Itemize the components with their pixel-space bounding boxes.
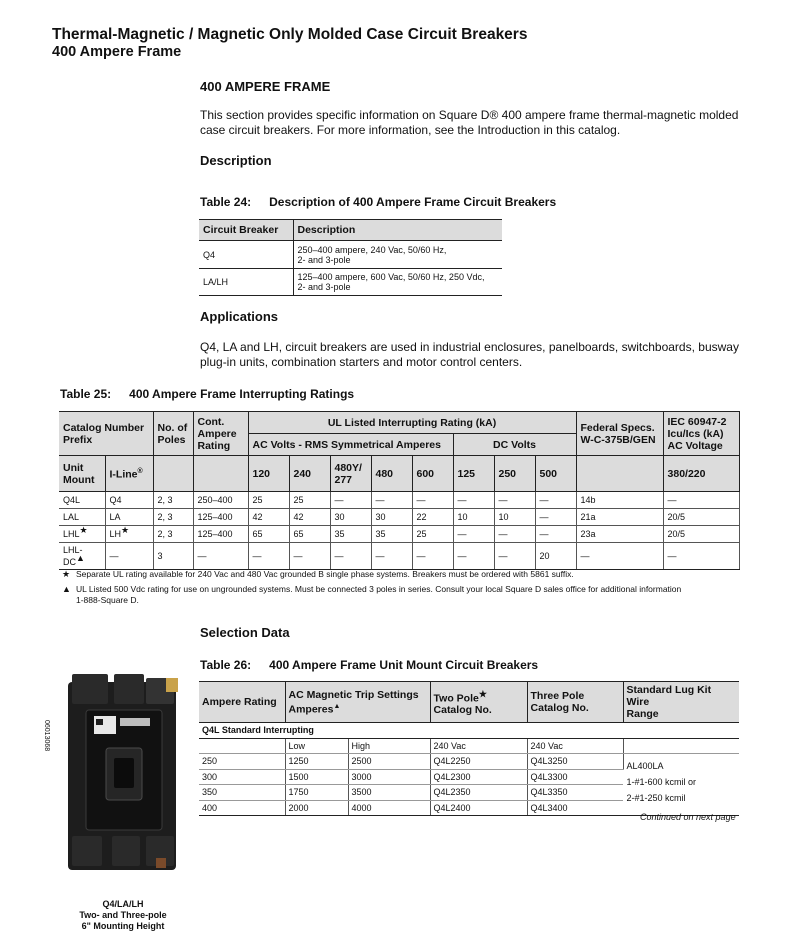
header-federal-specs: [576, 412, 663, 456]
sub-low: Low: [285, 738, 348, 754]
cell-text: LHL: [63, 529, 80, 539]
volt-header: 125: [453, 456, 494, 492]
cell-text: LA: [109, 512, 121, 522]
header-two-pole: [430, 682, 527, 723]
iec-cell: —: [663, 543, 739, 570]
header-dc-volts: DC Volts: [453, 434, 576, 456]
table-row: [59, 509, 739, 526]
volt-header: 240: [289, 456, 330, 492]
iline-cell: [105, 543, 153, 570]
rating-cell: —: [412, 492, 453, 509]
amps-cell: 250–400: [193, 492, 248, 509]
iec-cell: 20/5: [663, 526, 739, 543]
cell-text: Q4L: [63, 495, 81, 505]
header-iline: [105, 456, 153, 492]
description-heading: Description: [200, 153, 272, 168]
amps-cell: 125–400: [193, 526, 248, 543]
poles-cell: 2, 3: [153, 509, 193, 526]
logo-mark: [96, 719, 103, 725]
rating-cell: 20: [535, 543, 576, 570]
intro-line-2: case circuit breakers. For more information, see the Introduction in this catalog.: [200, 123, 621, 137]
cell-text: —: [109, 551, 119, 561]
three-pole-cell: Q4L3250: [527, 754, 623, 770]
photo-caption: [62, 899, 184, 932]
rating-cell: —: [289, 543, 330, 570]
description-line: 2- and 3-pole: [297, 254, 351, 265]
table24-label: Table 24:: [200, 195, 252, 209]
rating-cell: —: [494, 526, 535, 543]
unit-mount-cell: [59, 526, 105, 543]
header-lug-kit: [623, 682, 739, 723]
rating-cell: —: [330, 492, 371, 509]
rating-cell: 25: [248, 492, 289, 509]
header-ac-volts: AC Volts - RMS Symmetrical Amperes: [248, 434, 453, 456]
breaker-terminal: [72, 674, 108, 704]
applications-heading: Applications: [200, 309, 279, 324]
rating-cell: —: [494, 543, 535, 570]
header-line: Prefix: [63, 433, 93, 446]
triangle-icon: ▲: [62, 584, 71, 594]
description-line: 125–400 ampere, 600 Vac, 50/60 Hz, 250 Vdc,: [297, 272, 485, 282]
header-blank: [576, 456, 663, 492]
breaker-cell: LA/LH: [199, 269, 293, 296]
ampere-cell: 350: [199, 785, 285, 801]
rating-cell: 30: [330, 509, 371, 526]
description-line: 250–400 ampere, 240 Vac, 50/60 Hz,: [297, 244, 447, 255]
poles-cell: 2, 3: [153, 526, 193, 543]
lug-line: AL400LA: [626, 761, 664, 771]
unit-mount-cell: [59, 543, 105, 570]
table25-title: 400 Ampere Frame Interrupting Ratings: [129, 387, 355, 401]
trip-low-cell: 2000: [285, 800, 348, 816]
two-pole-cell: Q4L2350: [430, 785, 527, 801]
header-line: Unit: [63, 461, 84, 474]
rating-cell: —: [330, 543, 371, 570]
trip-low-cell: 1250: [285, 754, 348, 770]
footnote-text: 1-888-Square D.: [76, 595, 139, 605]
description-line: 2- and 3-pole: [297, 282, 351, 292]
table26: [199, 681, 739, 816]
sub-blank: [623, 738, 739, 754]
rating-cell: —: [371, 543, 412, 570]
breaker-terminal: [72, 836, 102, 866]
rating-cell: —: [494, 492, 535, 509]
breaker-nameplate: [120, 718, 150, 726]
sub-blank: [199, 738, 285, 754]
footnote-triangle: [62, 584, 742, 606]
header-trip-settings: [285, 682, 430, 723]
intro-paragraph: [200, 108, 745, 138]
rating-cell: 42: [248, 509, 289, 526]
breaker-terminal: [112, 836, 140, 866]
header-line: Poles: [157, 433, 186, 446]
table26-title: 400 Ampere Frame Unit Mount Circuit Breakers: [269, 658, 539, 672]
rating-cell: —: [371, 492, 412, 509]
description-cell: [293, 241, 502, 269]
table24-header-breaker: Circuit Breaker: [199, 220, 293, 241]
table24-title: Description of 400 Ampere Frame Circuit Breakers: [269, 195, 557, 209]
cell-text: LHL-DC: [63, 545, 83, 567]
volt-header: 480Y/ 277: [330, 456, 371, 492]
ampere-cell: 250: [199, 754, 285, 770]
breaker-terminal: [114, 674, 144, 704]
lug-line: 2-#1-250 kcmil: [626, 793, 686, 803]
two-pole-cell: Q4L2250: [430, 754, 527, 770]
rating-cell: —: [453, 492, 494, 509]
table-row: [199, 269, 502, 296]
star-icon: ★: [62, 569, 71, 579]
lug-line: 1-#1-600 kcmil or: [626, 777, 697, 787]
table24-header-description: Description: [293, 220, 502, 241]
table-row: [59, 526, 739, 543]
breaker-terminal-screw: [156, 858, 166, 868]
triangle-icon: ▲: [333, 702, 341, 710]
table-row: [199, 241, 502, 269]
amps-cell: 125–400: [193, 509, 248, 526]
rating-cell: 65: [248, 526, 289, 543]
header-line: Two Pole: [433, 692, 479, 705]
header-line: W-C-375B/GEN: [580, 433, 656, 446]
breaker-handle: [114, 758, 134, 788]
header-line: Range: [626, 708, 659, 720]
three-pole-cell: Q4L3300: [527, 769, 623, 785]
rating-cell: 42: [289, 509, 330, 526]
sub-three-volt: 240 Vac: [527, 738, 623, 754]
rating-cell: 30: [371, 509, 412, 526]
header-line: Three Pole: [530, 690, 585, 702]
trip-low-cell: 1500: [285, 769, 348, 785]
header-catalog-prefix: [59, 412, 153, 456]
header-poles: [153, 412, 193, 456]
intro-line-1: This section provides specific information on Square D® 400 ampere frame thermal-magnetic molded: [200, 108, 739, 122]
selection-heading: Selection Data: [200, 625, 290, 640]
table-row: [199, 754, 739, 770]
rating-cell: 10: [494, 509, 535, 526]
header-blank: [153, 456, 193, 492]
trip-low-cell: 1750: [285, 785, 348, 801]
table-row: [59, 543, 739, 570]
caption-line: Two- and Three-pole: [79, 910, 167, 920]
registered-mark: ®: [137, 468, 143, 476]
trip-high-cell: 2500: [348, 754, 430, 770]
poles-cell: 2, 3: [153, 492, 193, 509]
header-line: Standard Lug Kit Wire: [626, 684, 712, 708]
volt-header: 500: [535, 456, 576, 492]
breaker-image: [66, 672, 180, 872]
page-subtitle: 400 Ampere Frame: [52, 44, 182, 60]
header-line: Icu/Ics (kA): [667, 427, 724, 440]
applications-line-1: Q4, LA and LH, circuit breakers are used in industrial enclosures, panelboards, switchboards, busway: [200, 340, 739, 354]
unit-mount-cell: [59, 492, 105, 509]
federal-cell: 14b: [576, 492, 663, 509]
iec-volt-header: 380/220: [663, 456, 739, 492]
rating-cell: —: [453, 526, 494, 543]
iline-cell: [105, 492, 153, 509]
group-label: Q4L Standard Interrupting: [199, 723, 739, 739]
table24-caption: [200, 195, 556, 209]
rating-cell: 25: [289, 492, 330, 509]
footnote-text: Separate UL rating available for 240 Vac and 480 Vac grounded B single phase systems. Breakers must be ordered with 5861 suffix.: [76, 569, 574, 579]
table24: [199, 219, 502, 296]
trip-high-cell: 4000: [348, 800, 430, 816]
cell-text: LH: [109, 529, 122, 539]
sub-high: High: [348, 738, 430, 754]
breaker-label: [166, 678, 178, 692]
note-mark: ▲: [76, 553, 85, 563]
header-line: Ampere: [197, 427, 237, 440]
rating-cell: —: [535, 509, 576, 526]
header-line: AC Voltage: [667, 439, 723, 452]
rating-cell: —: [535, 526, 576, 543]
iline-cell: [105, 509, 153, 526]
header-line: Catalog No.: [530, 702, 589, 714]
table26-label: Table 26:: [200, 658, 252, 672]
table25-label: Table 25:: [60, 387, 112, 401]
rating-cell: —: [248, 543, 289, 570]
rating-cell: 65: [289, 526, 330, 543]
header-line: Catalog Number: [63, 421, 145, 434]
volt-header: 250: [494, 456, 535, 492]
header-line: No. of: [157, 421, 188, 434]
header-line: Cont.: [197, 415, 225, 428]
header-line: Catalog No.: [433, 704, 492, 717]
footnote-star: [62, 569, 574, 580]
ampere-cell: 400: [199, 800, 285, 816]
volt-header: 600: [412, 456, 453, 492]
continued-note: Continued on next page: [640, 812, 736, 822]
rating-cell: 10: [453, 509, 494, 526]
poles-cell: 3: [153, 543, 193, 570]
trip-high-cell: 3000: [348, 769, 430, 785]
header-three-pole: [527, 682, 623, 723]
header-ul-rating: UL Listed Interrupting Rating (kA): [248, 412, 576, 434]
applications-line-2: plug-in units, combination starters and motor control centers.: [200, 355, 523, 369]
table25: [59, 411, 740, 570]
rating-cell: 25: [412, 526, 453, 543]
table-row: [59, 492, 739, 509]
header-line: Amperes: [288, 703, 334, 716]
rating-cell: —: [412, 543, 453, 570]
breaker-cell: Q4: [199, 241, 293, 269]
section-heading: 400 AMPERE FRAME: [200, 79, 331, 94]
federal-cell: 23a: [576, 526, 663, 543]
header-line: I-Line: [109, 468, 138, 481]
rating-cell: 35: [330, 526, 371, 543]
applications-paragraph: [200, 340, 745, 370]
star-icon: ★: [478, 688, 487, 699]
table26-caption: [200, 658, 538, 672]
ampere-cell: 300: [199, 769, 285, 785]
header-line: Rating: [197, 439, 231, 452]
rating-cell: 22: [412, 509, 453, 526]
two-pole-cell: Q4L2300: [430, 769, 527, 785]
header-iec: [663, 412, 739, 456]
iline-cell: [105, 526, 153, 543]
note-mark: ★: [79, 525, 88, 535]
header-cont-rating: [193, 412, 248, 456]
cell-text: LAL: [63, 512, 80, 522]
page-title: Thermal-Magnetic / Magnetic Only Molded Case Circuit Breakers: [52, 26, 528, 43]
rating-cell: —: [535, 492, 576, 509]
header-line: Federal Specs.: [580, 421, 655, 434]
three-pole-cell: Q4L3350: [527, 785, 623, 801]
iec-cell: 20/5: [663, 509, 739, 526]
header-line: IEC 60947-2: [667, 415, 727, 428]
footnote-text: UL Listed 500 Vdc rating for use on ungrounded systems. Must be connected 3 poles in series. Consult your local Square D sales office for additional information: [76, 584, 682, 594]
note-mark: ★: [121, 525, 130, 535]
trip-high-cell: 3500: [348, 785, 430, 801]
volt-header: 120: [248, 456, 289, 492]
rating-cell: —: [453, 543, 494, 570]
header-unit-mount: [59, 456, 105, 492]
rating-cell: 35: [371, 526, 412, 543]
caption-line: Q4/LA/LH: [102, 899, 144, 909]
federal-cell: 21a: [576, 509, 663, 526]
three-pole-cell: Q4L3400: [527, 800, 623, 816]
header-line: Mount: [63, 473, 95, 486]
header-blank: [193, 456, 248, 492]
two-pole-cell: Q4L2400: [430, 800, 527, 816]
header-ampere-rating: Ampere Rating: [199, 682, 285, 723]
volt-header: 480: [371, 456, 412, 492]
cell-text: Q4: [109, 495, 122, 505]
photo-code: 06013068: [43, 720, 50, 752]
federal-cell: —: [576, 543, 663, 570]
header-line: AC Magnetic Trip Settings: [288, 688, 419, 701]
table25-caption: [60, 387, 354, 401]
amps-cell: —: [193, 543, 248, 570]
sub-two-volt: 240 Vac: [430, 738, 527, 754]
iec-cell: —: [663, 492, 739, 509]
lug-kit-cell: [623, 754, 739, 816]
description-cell: [293, 269, 502, 296]
unit-mount-cell: [59, 509, 105, 526]
caption-line: 6" Mounting Height: [81, 921, 165, 931]
